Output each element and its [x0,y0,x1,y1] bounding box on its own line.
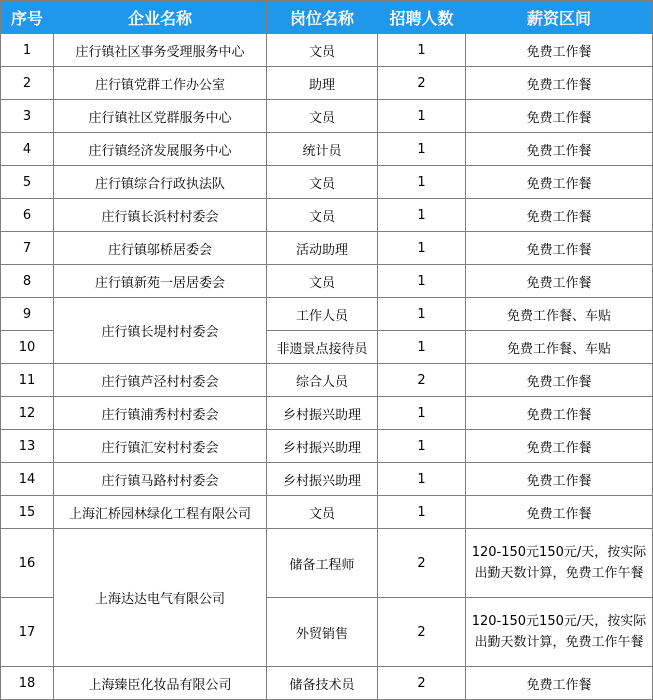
table-row [1,463,653,496]
table-row [1,100,653,133]
header-count: 招聘人数 [378,1,466,34]
cell-no: 13 [1,430,54,463]
cell-position: 综合人员 [267,364,378,397]
cell-no: 15 [1,496,54,529]
cell-no: 18 [1,667,54,700]
table-row [1,397,653,430]
table-row [1,166,653,199]
cell-position: 工作人员 [267,298,378,331]
cell-salary: 免费工作餐 [466,667,653,700]
cell-position: 乡村振兴助理 [267,463,378,496]
cell-salary: 免费工作餐 [466,67,653,100]
cell-company: 庄行镇长浜村村委会 [54,199,267,232]
cell-count: 1 [378,34,466,67]
cell-count: 1 [378,430,466,463]
cell-position: 文员 [267,34,378,67]
cell-no: 8 [1,265,54,298]
cell-count: 2 [378,667,466,700]
cell-count: 1 [378,298,466,331]
cell-count: 1 [378,100,466,133]
cell-count: 1 [378,199,466,232]
cell-no: 7 [1,232,54,265]
cell-company: 庄行镇马路村村委会 [54,463,267,496]
cell-no: 3 [1,100,54,133]
table-row [1,34,653,67]
table-row [1,67,653,100]
cell-position: 储备技术员 [267,667,378,700]
cell-count: 2 [378,529,466,598]
cell-salary: 免费工作餐 [466,100,653,133]
cell-salary: 免费工作餐 [466,232,653,265]
header-salary: 薪资区间 [466,1,653,34]
cell-position: 助理 [267,67,378,100]
cell-count: 1 [378,166,466,199]
cell-no: 10 [1,331,54,364]
cell-salary: 免费工作餐 [466,364,653,397]
cell-salary: 免费工作餐 [466,463,653,496]
cell-salary: 免费工作餐 [466,265,653,298]
cell-no: 4 [1,133,54,166]
cell-salary: 免费工作餐 [466,430,653,463]
cell-no: 9 [1,298,54,331]
cell-company: 庄行镇社区事务受理服务中心 [54,34,267,67]
cell-salary: 免费工作餐 [466,397,653,430]
cell-company: 上海汇桥园林绿化工程有限公司 [54,496,267,529]
cell-count: 2 [378,598,466,667]
cell-position: 文员 [267,166,378,199]
cell-salary: 免费工作餐 [466,34,653,67]
cell-count: 2 [378,67,466,100]
cell-position: 文员 [267,199,378,232]
header-company: 企业名称 [54,1,267,34]
cell-no: 17 [1,598,54,667]
cell-no: 5 [1,166,54,199]
table-row [1,133,653,166]
table-row [1,364,653,397]
cell-salary: 免费工作餐、车贴 [466,331,653,364]
table-row [1,529,653,598]
cell-position: 文员 [267,100,378,133]
cell-company: 庄行镇芦泾村村委会 [54,364,267,397]
header-no: 序号 [1,1,54,34]
table-row [1,265,653,298]
cell-company: 庄行镇经济发展服务中心 [54,133,267,166]
cell-position: 文员 [267,496,378,529]
cell-position: 乡村振兴助理 [267,430,378,463]
header-position: 岗位名称 [267,1,378,34]
cell-company: 庄行镇浦秀村村委会 [54,397,267,430]
cell-salary: 免费工作餐 [466,496,653,529]
cell-position: 乡村振兴助理 [267,397,378,430]
cell-salary: 免费工作餐、车贴 [466,298,653,331]
table-row [1,298,653,331]
cell-company-merged: 庄行镇长堤村村委会 [54,298,267,364]
cell-position: 储备工程师 [267,529,378,598]
cell-company: 庄行镇党群工作办公室 [54,67,267,100]
cell-company: 庄行镇汇安村村委会 [54,430,267,463]
cell-no: 6 [1,199,54,232]
table-row [1,430,653,463]
cell-company: 庄行镇新苑一居居委会 [54,265,267,298]
table-row [1,496,653,529]
cell-position: 文员 [267,265,378,298]
cell-count: 1 [378,331,466,364]
cell-no: 2 [1,67,54,100]
cell-position: 非遗景点接待员 [267,331,378,364]
cell-company: 庄行镇综合行政执法队 [54,166,267,199]
cell-salary: 免费工作餐 [466,166,653,199]
cell-salary: 免费工作餐 [466,133,653,166]
cell-no: 16 [1,529,54,598]
cell-count: 1 [378,463,466,496]
cell-salary: 120-150元150元/天，按实际出勤天数计算，免费工作午餐 [466,598,653,667]
cell-no: 1 [1,34,54,67]
cell-salary: 免费工作餐 [466,199,653,232]
cell-company: 庄行镇邬桥居委会 [54,232,267,265]
cell-position: 统计员 [267,133,378,166]
cell-count: 2 [378,364,466,397]
header-row [1,1,653,34]
table-row [1,199,653,232]
cell-count: 1 [378,232,466,265]
cell-no: 14 [1,463,54,496]
cell-position: 外贸销售 [267,598,378,667]
cell-company: 上海臻臣化妆品有限公司 [54,667,267,700]
cell-count: 1 [378,397,466,430]
table-row [1,232,653,265]
cell-no: 12 [1,397,54,430]
cell-company: 庄行镇社区党群服务中心 [54,100,267,133]
cell-no: 11 [1,364,54,397]
cell-count: 1 [378,496,466,529]
cell-position: 活动助理 [267,232,378,265]
cell-count: 1 [378,265,466,298]
cell-count: 1 [378,133,466,166]
cell-salary: 120-150元150元/天，按实际出勤天数计算，免费工作午餐 [466,529,653,598]
cell-company-merged: 上海达达电气有限公司 [54,529,267,667]
